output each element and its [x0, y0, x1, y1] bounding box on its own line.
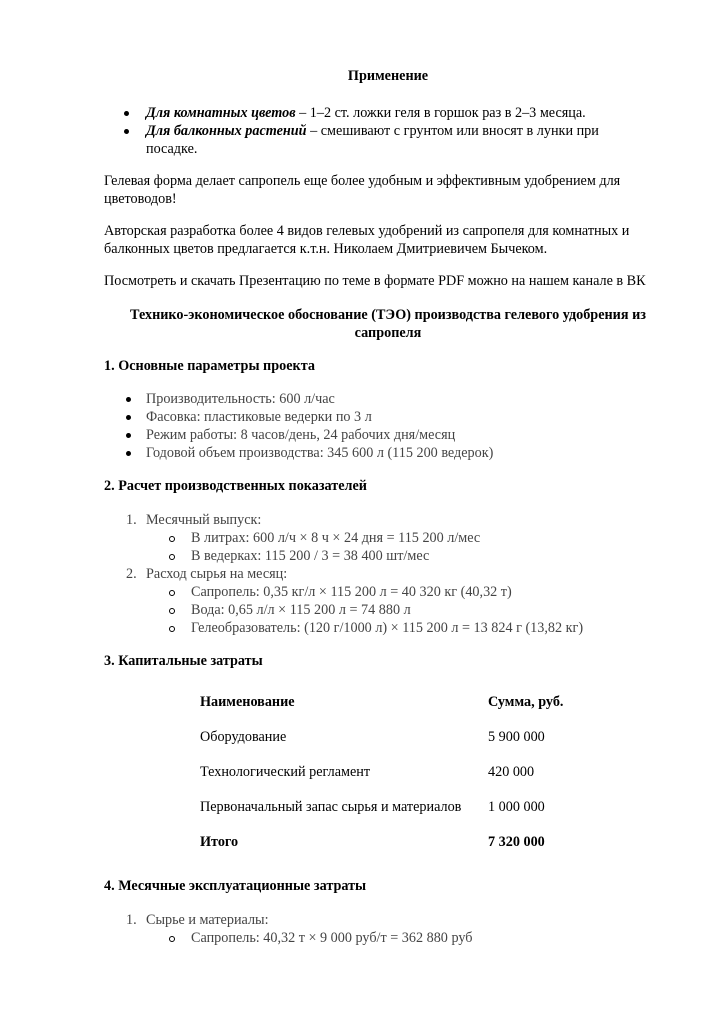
bullet-dot-icon	[126, 451, 131, 456]
section2-sub-item: Гелеобразователь: (120 г/1000 л) × 115 200 л = 13 824 г (13,82 кг)	[191, 620, 584, 636]
application-heading: Применение	[347, 68, 429, 84]
sub-bullet-circle-icon	[169, 608, 175, 614]
para2-line1: Авторская разработка более 4 видов гелевых удобрений из сапропеля для комнатных и	[104, 223, 630, 239]
table-cell-name: Оборудование	[200, 729, 287, 745]
table-cell-name: Технологический регламент	[200, 764, 371, 780]
section3-heading: 3. Капитальные затраты	[104, 653, 263, 669]
bullet-dot-icon	[124, 129, 129, 134]
para2-line2: балконных цветов предлагается к.т.н. Николаем Дмитриевичем Бычеком.	[104, 241, 548, 257]
section4-item1: Сырье и материалы:	[146, 912, 269, 928]
section1-item: Годовой объем производства: 345 600 л (115 200 ведерок)	[146, 445, 494, 461]
section2-sub-item: Вода: 0,65 л/л × 115 200 л = 74 880 л	[191, 602, 411, 618]
list-number: 2.	[126, 566, 137, 582]
table-cell-name: Первоначальный запас сырья и материалов	[200, 799, 462, 815]
sub-bullet-circle-icon	[169, 590, 175, 596]
section1-item: Фасовка: пластиковые ведерки по 3 л	[146, 409, 372, 425]
section1-heading: 1. Основные параметры проекта	[104, 358, 315, 374]
para1-line1: Гелевая форма делает сапропель еще более удобным и эффективным удобрением для	[104, 173, 621, 189]
section4-sub-item: Сапропель: 40,32 т × 9 000 руб/т = 362 880 руб	[191, 930, 473, 946]
application-bullet-2: Для балконных растений – смешивают с грунтом или вносят в лунки при	[146, 123, 599, 139]
bullet-dot-icon	[124, 111, 129, 116]
section2-sub-item: В литрах: 600 л/ч × 8 ч × 24 дня = 115 200 л/мес	[191, 530, 481, 546]
list-number: 1.	[126, 912, 137, 928]
table-total-label: Итого	[200, 834, 239, 850]
table-cell-sum: 5 900 000	[488, 729, 545, 745]
section2-sub-item: Сапропель: 0,35 кг/л × 115 200 л = 40 320 кг (40,32 т)	[191, 584, 512, 600]
sub-bullet-circle-icon	[169, 536, 175, 542]
table-total-sum: 7 320 000	[488, 834, 545, 850]
section1-item: Режим работы: 8 часов/день, 24 рабочих дня/месяц	[146, 427, 456, 443]
bullet-dot-icon	[126, 397, 131, 402]
section2-item1: Месячный выпуск:	[146, 512, 262, 528]
section2-heading: 2. Расчет производственных показателей	[104, 478, 367, 494]
application-bullet-2-cont: посадке.	[146, 141, 198, 157]
sub-bullet-circle-icon	[169, 936, 175, 942]
list-number: 1.	[126, 512, 137, 528]
application-bullet-1: Для комнатных цветов – 1–2 ст. ложки геля в горшок раз в 2–3 месяца.	[146, 105, 586, 121]
teo-title-line2: сапропеля	[354, 325, 422, 341]
table-cell-sum: 1 000 000	[488, 799, 545, 815]
table-header-name: Наименование	[200, 694, 295, 710]
bullet-dot-icon	[126, 433, 131, 438]
sub-bullet-circle-icon	[169, 554, 175, 560]
para3: Посмотреть и скачать Презентацию по теме в формате PDF можно на нашем канале в ВК	[104, 273, 646, 289]
table-cell-sum: 420 000	[488, 764, 535, 780]
section4-heading: 4. Месячные эксплуатационные затраты	[104, 878, 367, 894]
sub-bullet-circle-icon	[169, 626, 175, 632]
section1-item: Производительность: 600 л/час	[146, 391, 335, 407]
bullet-dot-icon	[126, 415, 131, 420]
section2-sub-item: В ведерках: 115 200 / 3 = 38 400 шт/мес	[191, 548, 430, 564]
section2-item2: Расход сырья на месяц:	[146, 566, 288, 582]
teo-title-line1: Технико-экономическое обоснование (ТЭО) производства гелевого удобрения из	[130, 307, 646, 323]
para1-line2: цветоводов!	[104, 191, 177, 207]
table-header-sum: Сумма, руб.	[488, 694, 564, 710]
